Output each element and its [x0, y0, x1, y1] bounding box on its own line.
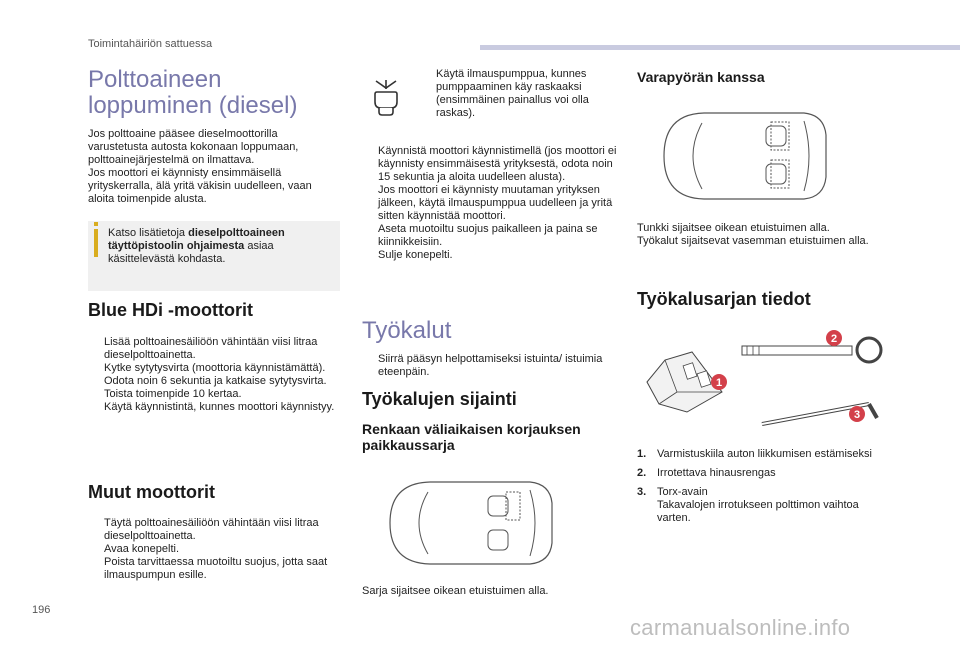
watermark: carmanualsonline.info [630, 615, 851, 640]
list-item: Täytä polttoainesäiliöön vähintään viisi litraa dieselpolttoainetta. [104, 517, 319, 542]
intro-text: Jos polttoaine pääsee dieselmoottorilla varustetusta autosta kokonaan loppumaan, polttoainejärjestelmä on ilmattava. Jos moottori ei käynnisty ensimmäisellä yrityskerralla, älä yritä väkisin uudelleen, vaan aloita toimenpide alusta. [88, 128, 312, 205]
car-diagram-repair-kit [380, 478, 555, 568]
spare-caption-2: Työkalut sijaitsevat vasemman etuistuimen alla. [637, 235, 869, 247]
callout-1-label: 1 [715, 377, 723, 389]
repair-kit-caption: Sarja sijaitsee oikean etuistuimen alla. [362, 585, 549, 597]
pump-item: Käytä ilmauspumppua, kunnes pumppaaminen käy raskaaksi (ensimmäinen painallus voi olla raskas). [436, 68, 589, 119]
info-text: Katso lisätietoja dieselpolttoaineen täyttöpistoolin ohjaimesta asiaa käsittelevästä kohdasta. [108, 227, 285, 265]
heading-muut: Muut moottorit [88, 482, 215, 502]
pump-icon [368, 78, 404, 118]
page-number: 196 [32, 604, 51, 616]
heading-repair-kit: Renkaan väliaikaisen korjauksen paikkaussarja [362, 421, 581, 453]
list-item: Odota noin 6 sekuntia ja katkaise sytytysvirta. [104, 375, 327, 387]
page-title: Polttoaineen loppuminen (diesel) [88, 66, 298, 119]
callout-3 [849, 406, 865, 422]
tool-kit-illustration [637, 322, 897, 432]
list-item: Sulje konepelti. [378, 249, 453, 261]
callout-1 [711, 374, 727, 390]
kit-list [637, 448, 887, 531]
bluehdi-list [88, 336, 343, 414]
info-box [88, 221, 340, 291]
heading-location: Työkalujen sijainti [362, 389, 517, 409]
section-header: Toimintahäiriön sattuessa [88, 38, 213, 50]
list-item: Lisää polttoainesäiliöön vähintään viisi litraa dieselpolttoainetta. [104, 336, 318, 361]
info-icon [94, 229, 98, 257]
start-list [362, 145, 620, 262]
list-item: Käynnistä moottori käynnistimellä (jos moottori ei käynnisty ensimmäisestä yrityksestä, odota noin 15 sekuntia ja aloita uudelleen alusta). [378, 145, 617, 183]
heading-bluehdi: Blue HDi -moottorit [88, 300, 253, 320]
list-item: Avaa konepelti. [104, 543, 180, 555]
heading-spare: Varapyörän kanssa [637, 69, 765, 85]
muut-list [88, 517, 343, 582]
list-item: Jos moottori ei käynnisty muutaman yrityksen jälkeen, käytä ilmauspumppua uudelleen ja yritä sitten käynnistää moottori. [378, 184, 613, 222]
car-diagram-spare [654, 108, 829, 204]
list-item: 1. Varmistuskiila auton liikkumisen estämiseksi [637, 448, 872, 460]
towing-eye-tool [742, 338, 881, 362]
wedge-tool [647, 352, 722, 412]
spare-caption-1: Tunkki sijaitsee oikean etuistuimen alla. [637, 222, 830, 234]
list-item: Aseta muotoiltu suojus paikalleen ja paina se kiinnikkeisiin. [378, 223, 598, 248]
list-item: Kytke sytytysvirta (moottoria käynnistämättä). [104, 362, 326, 374]
list-item: 2. Irrotettava hinausrengas [637, 467, 776, 479]
tools-title: Työkalut [362, 317, 452, 344]
list-item: Poista tarvittaessa muotoiltu suojus, jotta saat ilmauspumpun esille. [104, 556, 328, 581]
callout-2 [826, 330, 842, 346]
list-item: 3. Torx-avain Takavalojen irrotukseen polttimon vaihtoa varten. [637, 486, 859, 524]
header-bar [480, 45, 960, 50]
list-item: Toista toimenpide 10 kertaa. [104, 388, 242, 400]
heading-kit: Työkalusarjan tiedot [637, 289, 811, 309]
callout-3-label: 3 [853, 409, 861, 421]
list-item: Käytä käynnistintä, kunnes moottori käynnistyy. [104, 401, 335, 413]
tools-list: Siirrä pääsyn helpottamiseksi istuinta/ istuimia eteenpäin. [378, 353, 603, 378]
callout-2-label: 2 [830, 333, 838, 345]
